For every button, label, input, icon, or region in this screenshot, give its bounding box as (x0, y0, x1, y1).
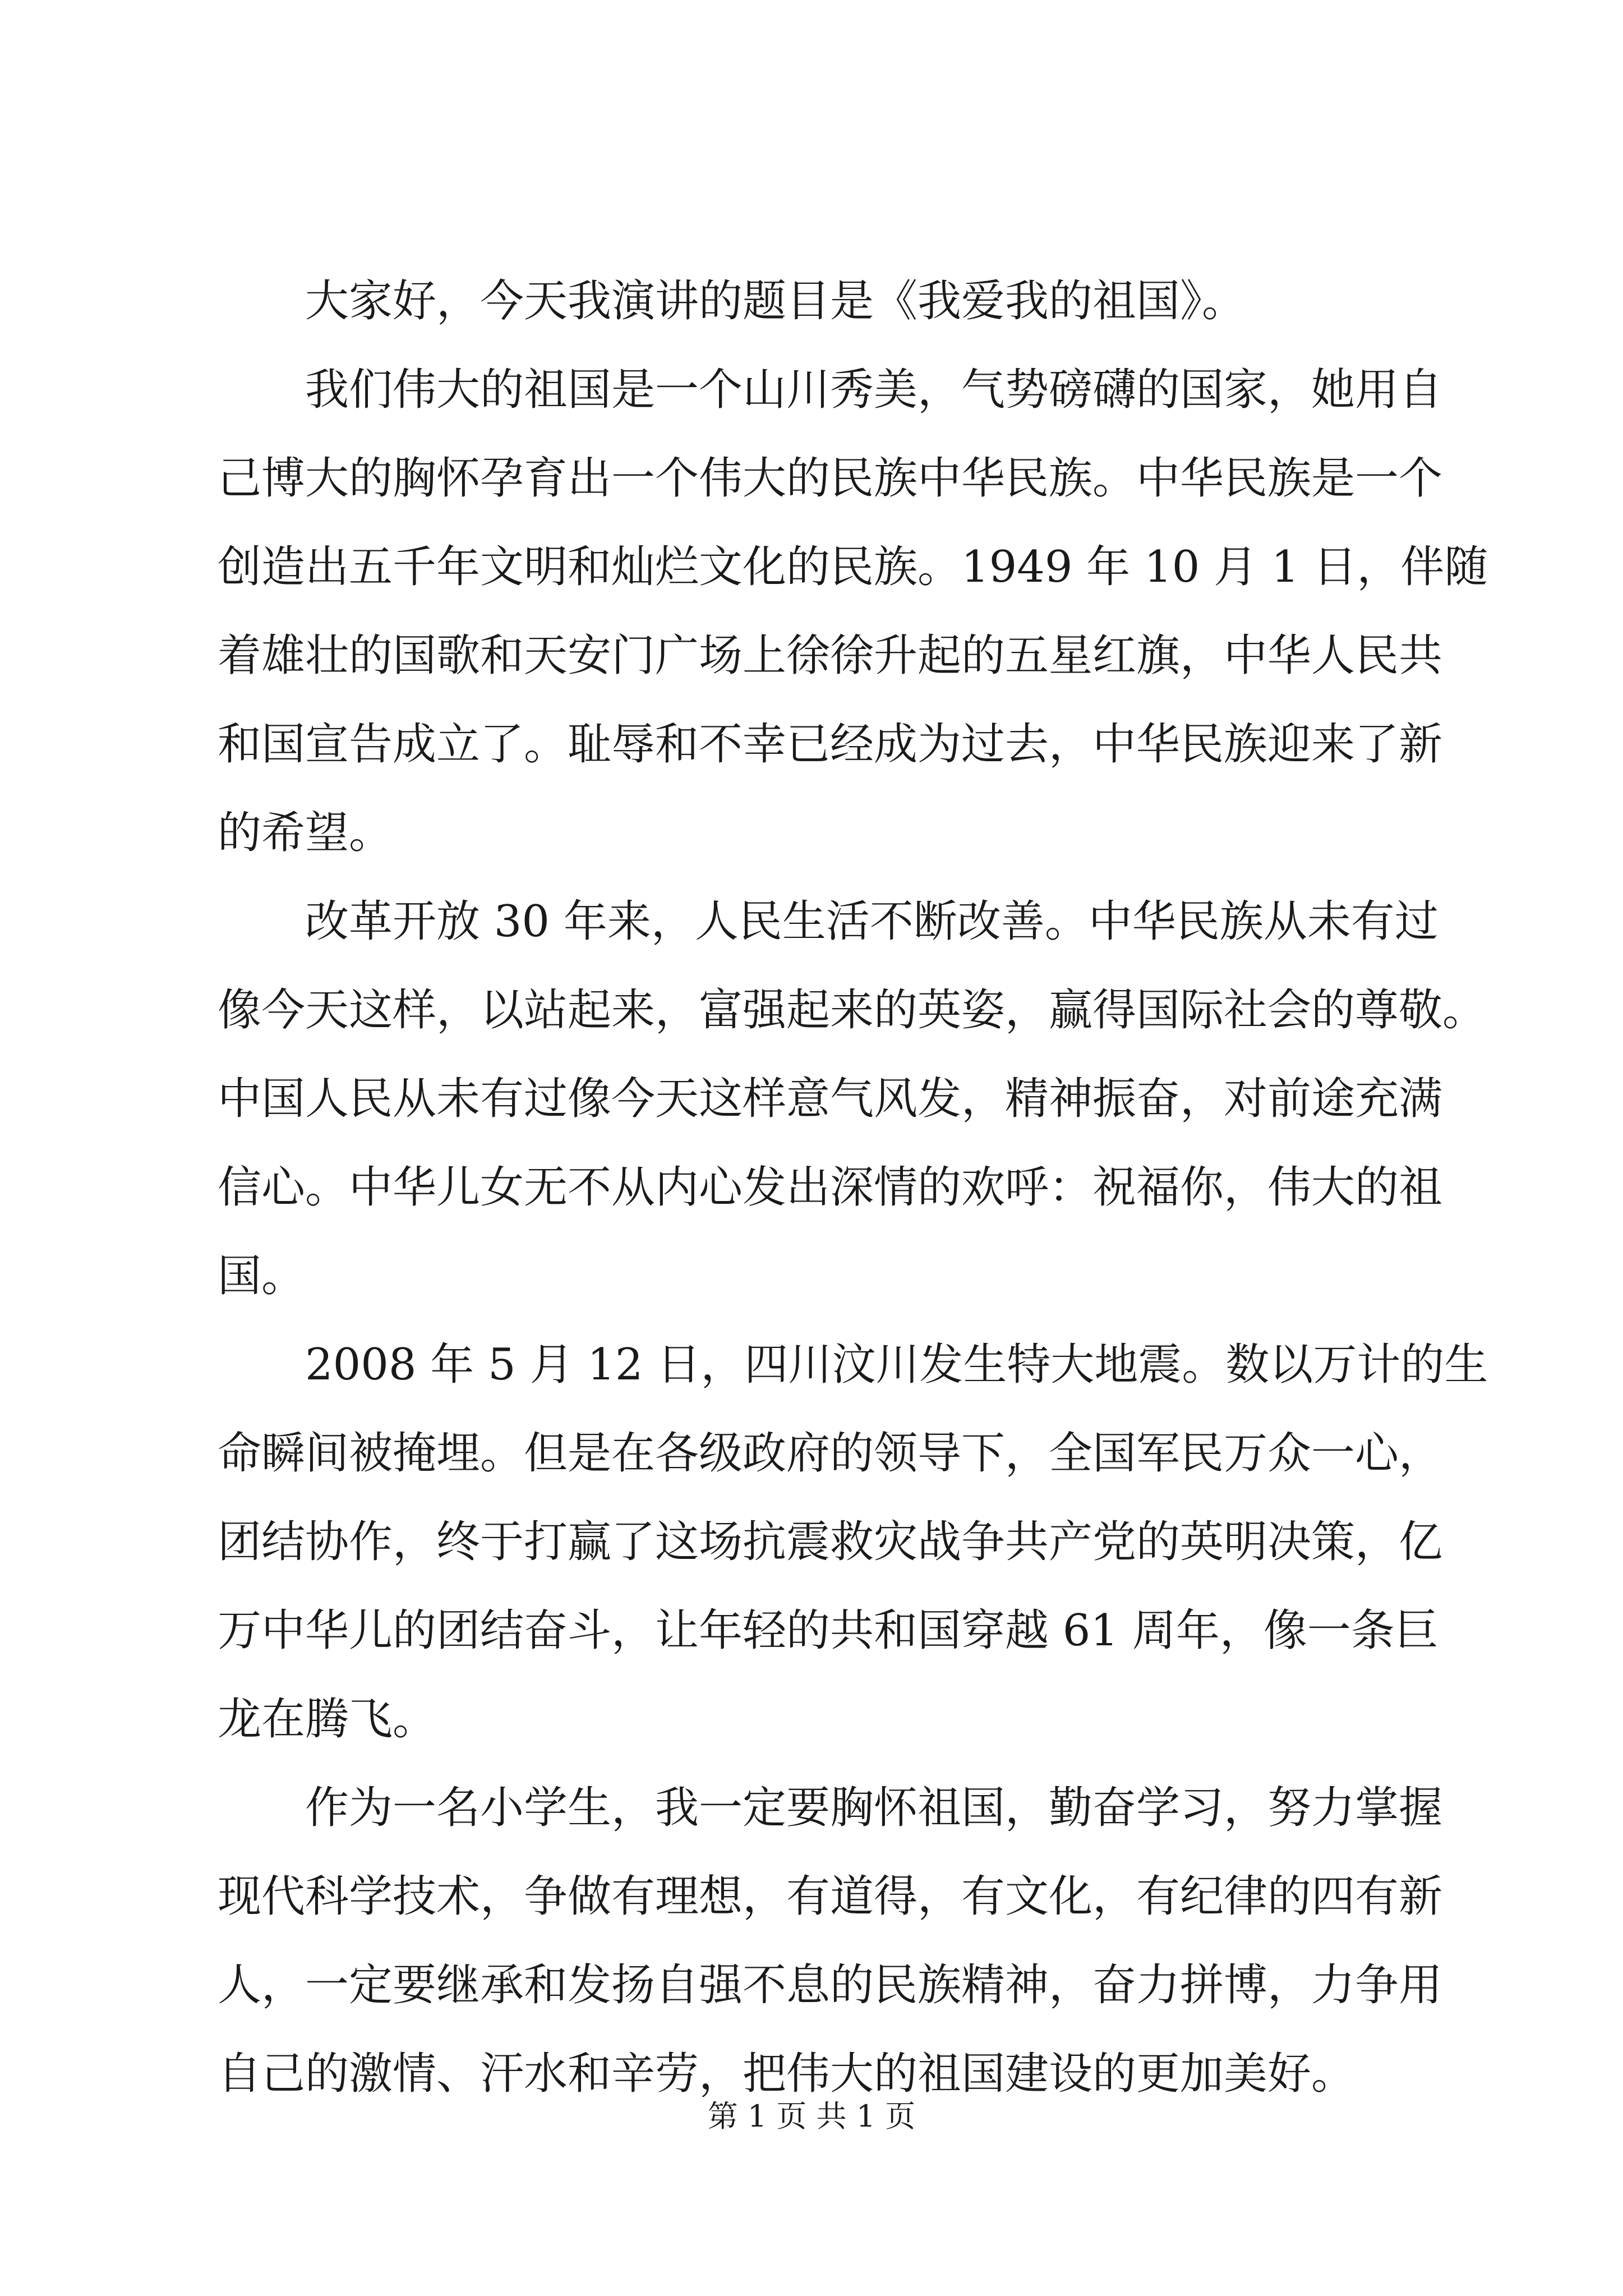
text-line: 改革开放 30 年来，人民生活不断改善。中华民族从未有过 (305, 896, 1438, 947)
paragraph (218, 1320, 1488, 1764)
paragraph (218, 1764, 1443, 2118)
text-line: 像今天这样，以站起来，富强起来的英姿，赢得国际社会的尊敬。 (218, 985, 1487, 1036)
paragraph (218, 877, 1487, 1320)
text-line: 己博大的胸怀孕育出一个伟大的民族中华民族。中华民族是一个 (218, 453, 1443, 504)
text-line: 中国人民从未有过像今天这样意气风发，精神振奋，对前途充满 (218, 1074, 1443, 1124)
speech-body (218, 257, 1488, 2118)
text-line: 2008 年 5 月 12 日，四川汶川发生特大地震。数以万计的生 (305, 1340, 1488, 1390)
text-line: 着雄壮的国歌和天安门广场上徐徐升起的五星红旗，中华人民共 (218, 631, 1443, 681)
text-line: 人，一定要继承和发扬自强不息的民族精神，奋力拼博，力争用 (218, 1960, 1443, 2010)
paragraph (218, 346, 1488, 877)
text-line: 信心。中华儿女无不从内心发出深情的欢呼：祝福你，伟大的祖 (218, 1162, 1443, 1213)
text-line: 现代科学技术，争做有理想，有道得，有文化，有纪律的四有新 (218, 1871, 1443, 1922)
text-line: 创造出五千年文明和灿烂文化的民族。1949 年 10 月 1 日，伴随 (218, 542, 1488, 592)
text-line: 万中华儿的团结奋斗，让年轻的共和国穿越 61 周年，像一条巨 (218, 1605, 1438, 1656)
text-line: 和国宣告成立了。耻辱和不幸已经成为过去，中华民族迎来了新 (218, 719, 1443, 770)
text-line: 大家好，今天我演讲的题目是《我爱我的祖国》。 (305, 276, 1246, 326)
text-line: 我们伟大的祖国是一个山川秀美，气势磅礴的国家，她用自 (305, 365, 1443, 415)
paragraph (218, 257, 1423, 346)
text-line: 龙在腾飞。 (218, 1694, 437, 1745)
text-line: 命瞬间被掩埋。但是在各级政府的领导下，全国军民万众一心， (218, 1428, 1443, 1479)
text-line: 的希望。 (218, 808, 393, 858)
page-number-footer: 第 1 页 共 1 页 (707, 2099, 916, 2134)
text-line: 作为一名小学生，我一定要胸怀祖国，勤奋学习，努力掌握 (305, 1783, 1443, 1833)
text-line: 自己的激情、汗水和辛劳，把伟大的祖国建设的更加美好。 (218, 2049, 1355, 2099)
text-line: 国。 (218, 1251, 306, 1301)
text-line: 团结协作，终于打赢了这场抗震救灾战争共产党的英明决策，亿 (218, 1517, 1443, 1567)
